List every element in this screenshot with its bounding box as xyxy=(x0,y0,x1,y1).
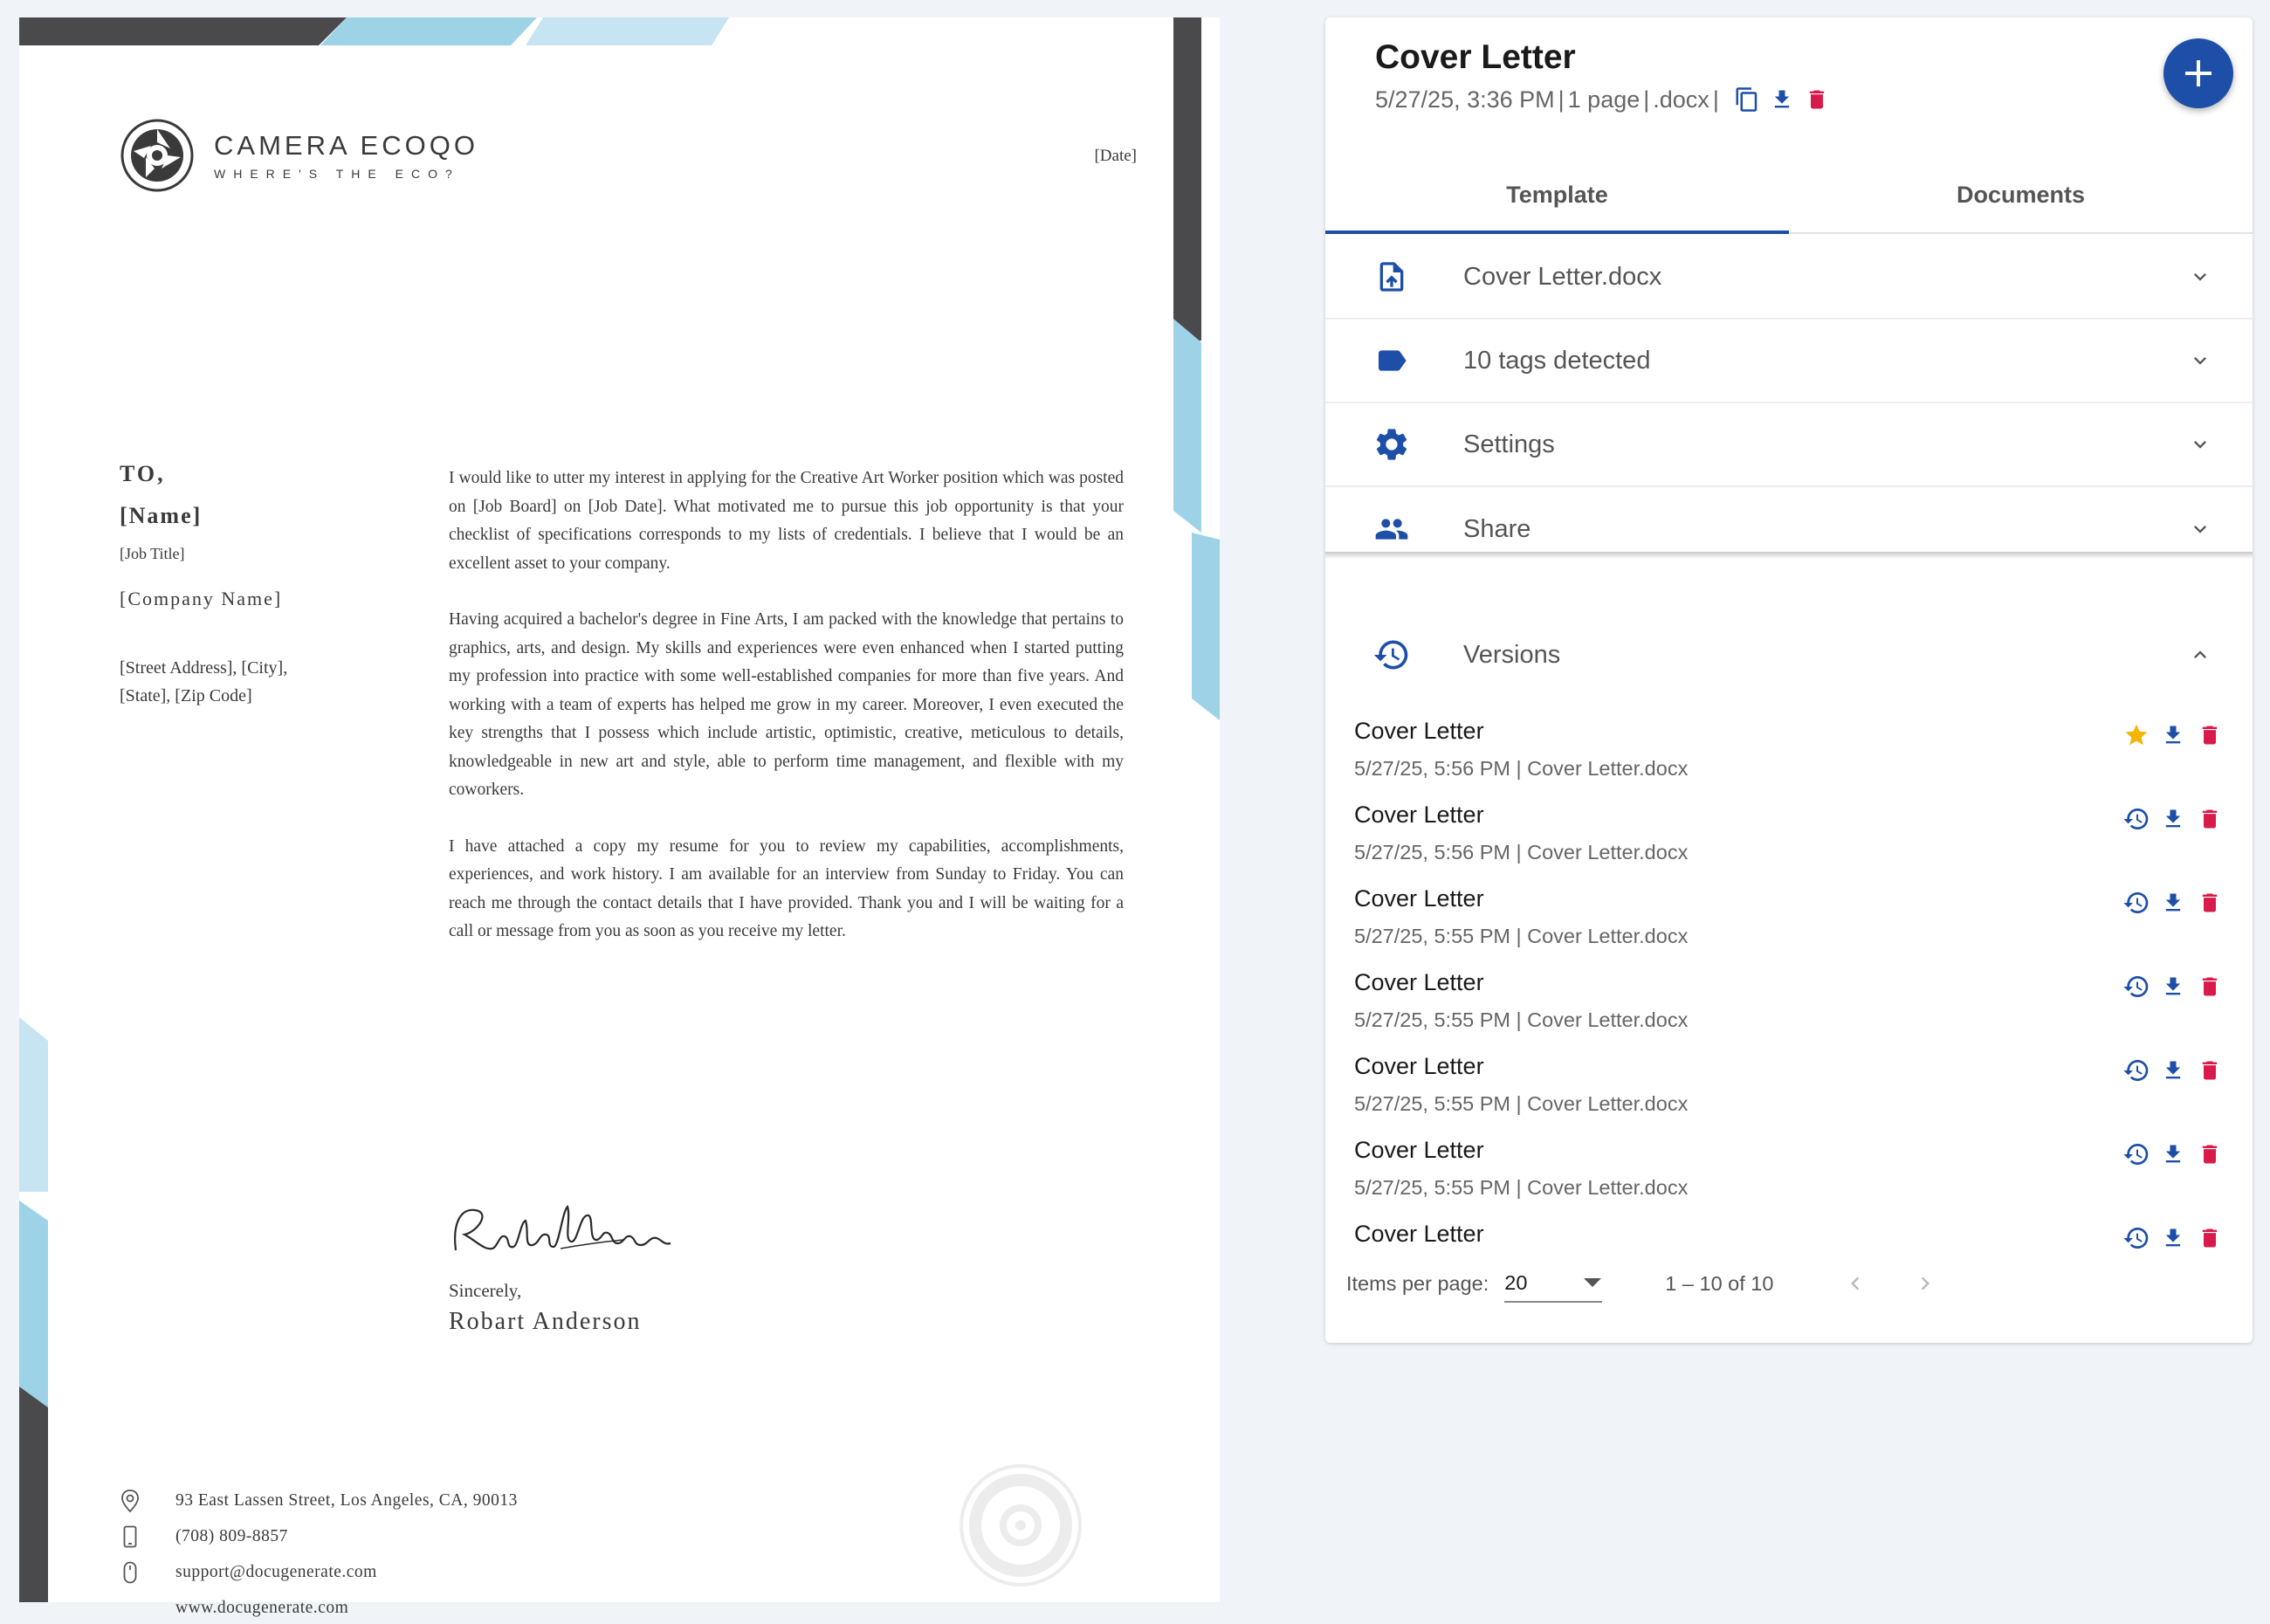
download-icon[interactable] xyxy=(1766,84,1798,115)
download-icon[interactable] xyxy=(2156,718,2191,753)
paginator xyxy=(1325,1249,2253,1318)
globe-icon xyxy=(120,1596,141,1621)
version-name: Cover Letter xyxy=(1354,718,1484,744)
version-name: Cover Letter xyxy=(1354,802,1484,828)
contact-website: www.docugenerate.com xyxy=(175,1599,349,1617)
closing-text: Sincerely, xyxy=(449,1280,522,1301)
section-file-label: Cover Letter.docx xyxy=(1463,262,1662,291)
camera-watermark-icon xyxy=(958,1462,1084,1589)
camera-logo-icon xyxy=(120,118,195,193)
download-icon[interactable] xyxy=(2156,885,2191,920)
version-item[interactable] xyxy=(1354,1053,2227,1137)
delete-icon[interactable] xyxy=(2192,718,2227,753)
version-item[interactable] xyxy=(1354,1137,2227,1221)
sender-name: Robart Anderson xyxy=(449,1308,642,1335)
history-icon xyxy=(1367,630,1416,679)
next-page-button[interactable] xyxy=(1901,1259,1950,1308)
recipient-address-line1: [Street Address], [City], xyxy=(120,658,288,678)
delete-icon[interactable] xyxy=(2192,885,2227,920)
template-title: Cover Letter xyxy=(1375,38,1576,76)
version-name: Cover Letter xyxy=(1354,969,1484,995)
previous-page-button[interactable] xyxy=(1831,1259,1880,1308)
tab-bar xyxy=(1325,157,2253,234)
delete-icon[interactable] xyxy=(2192,802,2227,836)
download-icon[interactable] xyxy=(2156,1137,2191,1172)
download-icon[interactable] xyxy=(2156,1053,2191,1088)
chevron-right-icon xyxy=(1912,1270,1938,1297)
section-tags[interactable] xyxy=(1325,320,2253,403)
contact-email-row xyxy=(120,1560,377,1585)
contact-phone: (708) 809-8857 xyxy=(175,1527,288,1545)
template-pages: 1 page xyxy=(1567,86,1641,113)
plus-icon xyxy=(2182,57,2215,90)
recipient-company: [Company Name] xyxy=(120,588,283,609)
template-date: 5/27/25, 3:36 PM xyxy=(1375,86,1555,113)
delete-icon[interactable] xyxy=(2192,1137,2227,1172)
version-meta: 5/27/25, 5:56 PM | Cover Letter.docx xyxy=(1354,841,1689,864)
section-versions-label: Versions xyxy=(1463,640,1561,669)
delete-icon[interactable] xyxy=(2192,1053,2227,1088)
section-file[interactable] xyxy=(1325,236,2253,320)
restore-icon[interactable] xyxy=(2119,802,2154,836)
version-meta: 5/27/25, 5:56 PM | Cover Letter.docx xyxy=(1354,757,1689,780)
section-versions[interactable] xyxy=(1325,613,2253,697)
version-name: Cover Letter xyxy=(1354,1221,1484,1247)
version-name: Cover Letter xyxy=(1354,885,1484,912)
restore-icon[interactable] xyxy=(2119,1137,2154,1172)
version-item[interactable] xyxy=(1354,885,2227,969)
tab-template[interactable]: Template xyxy=(1325,157,1789,232)
brand-tagline: WHERE'S THE ECO? xyxy=(214,167,460,181)
delete-icon[interactable] xyxy=(2192,969,2227,1004)
version-item[interactable] xyxy=(1354,802,2227,885)
contact-website-row xyxy=(120,1596,348,1621)
letter-paragraph: Having acquired a bachelor's degree in Fine Arts, I am packed with the knowledge that pertains to graphics, arts, and design. My skills and experiences were even enhanced when I started putting my profession into practice with some well-established companies for more than five years. And working with a team of experts has helped me grow in my career. Moreover, I even executed the key strengths that I possess which include artistic, optimistic, creative, meticulous to details, knowledgeable in new art and style, able to perform time management, and flexible with my coworkers. xyxy=(449,610,1124,799)
recipient-address-line2: [State], [Zip Code] xyxy=(120,686,252,705)
chevron-up-icon xyxy=(2183,637,2218,672)
delete-icon[interactable] xyxy=(1801,84,1833,115)
copy-icon[interactable] xyxy=(1731,84,1763,115)
section-settings[interactable] xyxy=(1325,403,2253,487)
items-per-page-select[interactable] xyxy=(1504,1264,1602,1303)
handwritten-signature-icon xyxy=(449,1196,676,1266)
items-per-page-label: Items per page: xyxy=(1346,1271,1489,1295)
contact-address: 93 East Lassen Street, Los Angeles, CA, 90013 xyxy=(175,1491,518,1510)
version-item[interactable] xyxy=(1354,718,2227,802)
document-preview xyxy=(19,17,1220,1617)
label-icon xyxy=(1367,336,1416,385)
version-item[interactable] xyxy=(1354,969,2227,1053)
date-placeholder: [Date] xyxy=(1094,147,1137,165)
recipient-to: TO, xyxy=(120,461,166,486)
version-meta: 5/27/25, 5:55 PM | Cover Letter.docx xyxy=(1354,925,1689,947)
chevron-down-icon xyxy=(2183,512,2218,547)
version-meta: 5/27/25, 5:55 PM | Cover Letter.docx xyxy=(1354,1008,1689,1031)
accordion-shadow xyxy=(1325,552,2253,559)
brand-block xyxy=(120,116,478,195)
recipient-name: [Name] xyxy=(120,503,203,528)
chevron-left-icon xyxy=(1842,1270,1868,1297)
version-name: Cover Letter xyxy=(1354,1137,1484,1163)
people-icon xyxy=(1367,505,1416,554)
chevron-down-icon xyxy=(2183,343,2218,378)
chevron-down-icon xyxy=(2183,259,2218,294)
contact-phone-row xyxy=(120,1524,288,1549)
mouse-icon xyxy=(120,1560,141,1585)
recipient-job-title: [Job Title] xyxy=(120,545,185,562)
download-icon[interactable] xyxy=(2156,969,2191,1004)
page-range: 1 – 10 of 10 xyxy=(1665,1271,1774,1295)
download-icon[interactable] xyxy=(2156,802,2191,836)
restore-icon[interactable] xyxy=(2119,969,2154,1004)
version-meta: 5/27/25, 5:55 PM | Cover Letter.docx xyxy=(1354,1092,1689,1115)
gear-icon xyxy=(1367,420,1416,469)
letter-body xyxy=(449,464,1124,974)
restore-icon[interactable] xyxy=(2119,1053,2154,1088)
section-tags-label: 10 tags detected xyxy=(1463,346,1651,375)
contact-email: support@docugenerate.com xyxy=(175,1563,377,1581)
dropdown-arrow-icon xyxy=(1583,1277,1602,1288)
versions-list xyxy=(1325,700,2253,1247)
tab-documents[interactable]: Documents xyxy=(1956,181,2086,208)
restore-icon[interactable] xyxy=(2119,885,2154,920)
template-panel xyxy=(1325,17,2253,1343)
brand-name: CAMERA ECOQO xyxy=(214,130,478,161)
star-icon[interactable] xyxy=(2119,718,2154,753)
phone-icon xyxy=(120,1524,141,1549)
version-name: Cover Letter xyxy=(1354,1053,1484,1079)
letter-paragraph: I have attached a copy my resume for you to review my capabilities, accomplishments, experiences, and work history. I am available for an interview from Sunday to Friday. You can reach me through the contact details that I have provided. Thank you and I will be waiting for a call or message from you as soon as you receive my letter. xyxy=(449,836,1124,940)
chevron-down-icon xyxy=(2183,427,2218,462)
template-format: .docx xyxy=(1653,86,1709,113)
file-upload-icon xyxy=(1367,252,1416,301)
version-meta: 5/27/25, 5:55 PM | Cover Letter.docx xyxy=(1354,1176,1689,1199)
contact-address-row xyxy=(120,1489,518,1513)
add-button[interactable] xyxy=(2163,38,2233,108)
items-per-page-value: 20 xyxy=(1504,1270,1528,1294)
section-share-label: Share xyxy=(1463,514,1531,543)
template-meta: 5/27/25, 3:36 PM | 1 page | .docx | xyxy=(1375,84,1836,115)
section-settings-label: Settings xyxy=(1463,430,1555,458)
location-pin-icon xyxy=(120,1489,141,1513)
letter-paragraph: I would like to utter my interest in applying for the Creative Art Worker position which was posted on [Job Board] on [Job Date]. What motivated me to pursue this job opportunity is that your checklist of specifications corresponds to my lists of credentials. I believe that I would be an excellent asset to your company. xyxy=(449,469,1124,573)
